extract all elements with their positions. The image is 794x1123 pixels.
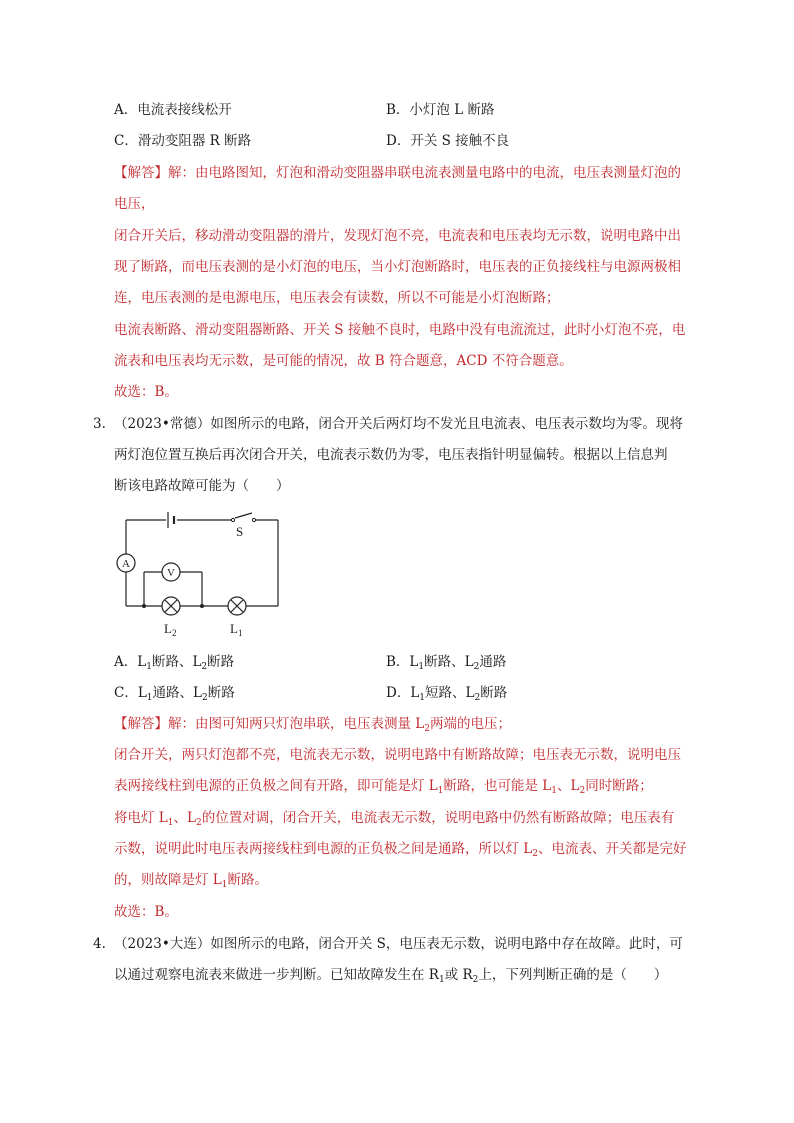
switch-blade xyxy=(235,513,252,518)
q2-answer-line-3: 闭合开关后，移动滑动变阻器的滑片，发现灯泡不亮，电流表和电压表均无示数，说明电路中出 xyxy=(114,228,681,244)
q3-stem-line-3: 断该电路故障可能为（ ） xyxy=(114,478,290,494)
q3-option-a: A．$L_1$断路、$L_2$断路 xyxy=(114,654,235,672)
voltmeter-label: V xyxy=(167,567,175,579)
q3-number: 3. xyxy=(93,416,106,432)
junction-right xyxy=(200,604,204,608)
answer-tag: 【解答】 xyxy=(114,165,168,181)
switch-pivot xyxy=(231,518,234,521)
q2-answer-line-7: 流表和电压表均无示数，是可能的情况，故 B 符合题意，ACD 不符合题意。 xyxy=(114,353,573,369)
q3-option-c: C．$L_1$通路、$L_2$断路 xyxy=(114,685,235,703)
q3-answer-line-2: 闭合开关，两只灯泡都不亮，电流表无示数，说明电路中有断路故障；电压表无示数，说明电压 xyxy=(114,747,681,763)
q3-answer-line-1: 【解答】解：由图可知两只灯泡串联，电压表测量 $L_2$两端的电压； xyxy=(114,716,511,734)
q3-answer-line-3: 表两接线柱到电源的正负极之间有开路，即可能是灯 $L_1$断路，也可能是 $L_1$、$L_2$同时断路； xyxy=(114,778,653,796)
q3-answer-line-4: 将电灯 $L_1$、$L_2$的位置对调，闭合开关，电流表无示数，说明电路中仍然有断路故障；电压表有 xyxy=(114,810,675,828)
switch-contact xyxy=(252,518,255,521)
lamp-l1-label: $L_1$ xyxy=(230,621,243,638)
circuit-diagram xyxy=(110,508,310,648)
q3-answer-line-5: 示数，说明此时电压表两接线柱到电源的正负极之间是通路，所以灯 $L_2$、电流表、开关都是完好 xyxy=(114,841,687,859)
q3-answer-line-6: 的，则故障是灯 $L_1$断路。 xyxy=(114,872,268,890)
q2-option-d: D．开关 S 接触不良 xyxy=(386,133,510,149)
q2-answer-line-4: 现了断路，而电压表测的是小灯泡的电压，当小灯泡断路时，电压表的正负接线柱与电源两极相 xyxy=(114,259,681,275)
q2-answer-line-6: 电流表断路、滑动变阻器断路、开关 S 接触不良时，电路中没有电流流过，此时小灯泡不亮，电 xyxy=(114,322,686,338)
q2-option-b: B．小灯泡 L 断路 xyxy=(386,102,495,118)
lamp-l2-label: $L_2$ xyxy=(164,621,177,638)
q2-option-c: C．滑动变阻器 R 断路 xyxy=(114,133,252,149)
q4-stem-line-2: 以通过观察电流表来做进一步判断。已知故障发生在 $R_1$或 $R_2$上，下列判断正确的是（ ） xyxy=(114,967,668,985)
q3-stem-line-1: （2023•常德）如图所示的电路，闭合开关后两灯均不发光且电流表、电压表示数均为零。现将 xyxy=(114,416,683,432)
junction-left xyxy=(142,604,146,608)
ammeter-label: A xyxy=(122,558,130,570)
q2-option-a: A．电流表接线松开 xyxy=(114,102,232,118)
q4-number: 4. xyxy=(93,936,106,952)
q2-answer-line-5: 连，电压表测的是电源电压，电压表会有读数，所以不可能是小灯泡断路； xyxy=(114,290,560,306)
q3-stem-line-2: 两灯泡位置互换后再次闭合开关，电流表示数仍为零，电压表指针明显偏转。根据以上信息判 xyxy=(114,447,668,463)
answer-tag: 【解答】 xyxy=(114,716,168,732)
q3-choice: 故选：B。 xyxy=(114,904,178,920)
switch-label: S xyxy=(236,524,244,539)
q3-option-d: D．$L_1$短路、$L_2$断路 xyxy=(386,685,508,703)
q2-choice: 故选：B。 xyxy=(114,384,178,400)
q2-answer-line-2: 电压， xyxy=(114,196,155,212)
q4-stem-line-1: （2023•大连）如图所示的电路，闭合开关 S，电压表无示数，说明电路中存在故障。此时，可 xyxy=(114,936,683,952)
q3-option-b: B．$L_1$断路、$L_2$通路 xyxy=(386,654,507,672)
q2-answer-line-1: 【解答】解：由电路图知，灯泡和滑动变阻器串联电流表测量电路中的电流，电压表测量灯泡的 xyxy=(114,165,681,181)
